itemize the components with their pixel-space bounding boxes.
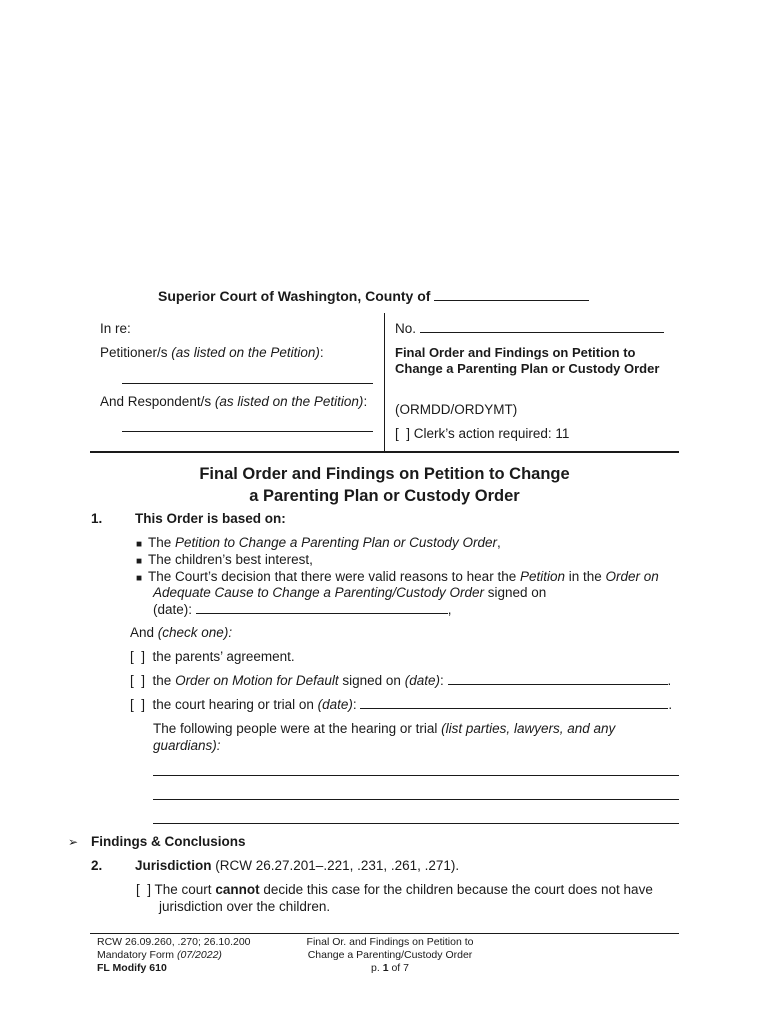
default-checkbox[interactable]: [ ] (130, 673, 146, 688)
bullet-marker: ■ (136, 539, 143, 550)
clerk-checkbox[interactable]: [ ] (395, 426, 411, 441)
default-date-blank[interactable] (448, 684, 668, 685)
footer-left: RCW 26.09.260, .270; 26.10.200 Mandatory Form (07/2022) FL Modify 610 (97, 936, 251, 974)
no-jurisdiction-cont: jurisdiction over the children. (159, 899, 331, 914)
hearing-checkbox[interactable]: [ ] (130, 697, 146, 712)
findings-heading: Findings & Conclusions (91, 834, 246, 849)
in-re-label: In re: (100, 321, 131, 336)
page-number: p. 1 of 7 (371, 962, 409, 974)
hearing-date-blank[interactable] (360, 708, 668, 709)
caption-rule (90, 451, 679, 453)
attendees-line-2[interactable] (153, 799, 679, 800)
case-number-blank[interactable] (420, 332, 664, 333)
petitioner-blank[interactable] (122, 383, 373, 384)
basis-petition: The Petition to Change a Parenting Plan or Custody Order, (148, 535, 501, 550)
footer-center: Final Or. and Findings on Petition to Change a Parenting/Custody Order p. 1 of 7 (280, 936, 500, 975)
attendees-line-3[interactable] (153, 823, 679, 824)
section1-number: 1. (91, 511, 103, 526)
respondent-label: And Respondent/s (as listed on the Petition): (100, 394, 368, 409)
bullet-marker: ■ (136, 573, 143, 584)
attendees-line-1[interactable] (153, 775, 679, 776)
basis-adequate-cause: The Court’s decision that there were valid reasons to hear the Petition in the Order on (148, 569, 659, 584)
clerk-action: [ ] Clerk’s action required: 11 (395, 426, 570, 441)
basis-best-interest: The children’s best interest, (148, 552, 313, 567)
arrow-icon: ➢ (68, 835, 79, 849)
option-default: [ ] the Order on Motion for Default signed on (date): . (130, 673, 672, 688)
section2-title: Jurisdiction (RCW 26.27.201–.221, .231, .261, .271). (135, 858, 460, 873)
form-title: Final Order and Findings on Petition to Change a Parenting Plan or Custody Order (395, 345, 660, 376)
county-blank[interactable] (434, 300, 589, 301)
basis-adequate-cause-cont: Adequate Cause to Change a Parenting/Custody Order signed on (153, 585, 547, 600)
no-jurisdiction-option: [ ] The court cannot decide this case for the children because the court does not have (136, 882, 653, 897)
section2-number: 2. (91, 858, 103, 873)
form-code: (ORMDD/ORDYMT) (395, 402, 518, 417)
adequate-cause-date: (date): , (153, 602, 452, 617)
section1-title: This Order is based on: (135, 511, 286, 526)
footer-rule (90, 933, 679, 934)
agreement-checkbox[interactable]: [ ] (130, 649, 146, 664)
page-heading: Final Order and Findings on Petition to Change a Parenting Plan or Custody Order (199, 465, 570, 505)
attendees-label-cont: guardians): (153, 738, 221, 753)
no-jurisdiction-checkbox[interactable]: [ ] (136, 882, 152, 897)
attendees-label: The following people were at the hearing or trial (list parties, lawyers, and any (153, 721, 616, 736)
option-agreement: [ ] the parents’ agreement. (130, 649, 295, 664)
option-hearing: [ ] the court hearing or trial on (date): . (130, 697, 673, 712)
bullet-marker: ■ (136, 556, 143, 567)
court-title: Superior Court of Washington, County of (158, 288, 589, 304)
respondent-blank[interactable] (122, 431, 373, 432)
petitioner-label: Petitioner/s (as listed on the Petition): (100, 345, 324, 360)
case-number: No. (395, 321, 664, 336)
check-one-label: And (check one): (130, 625, 233, 640)
caption-divider (384, 313, 385, 452)
adequate-cause-date-blank[interactable] (196, 613, 448, 614)
